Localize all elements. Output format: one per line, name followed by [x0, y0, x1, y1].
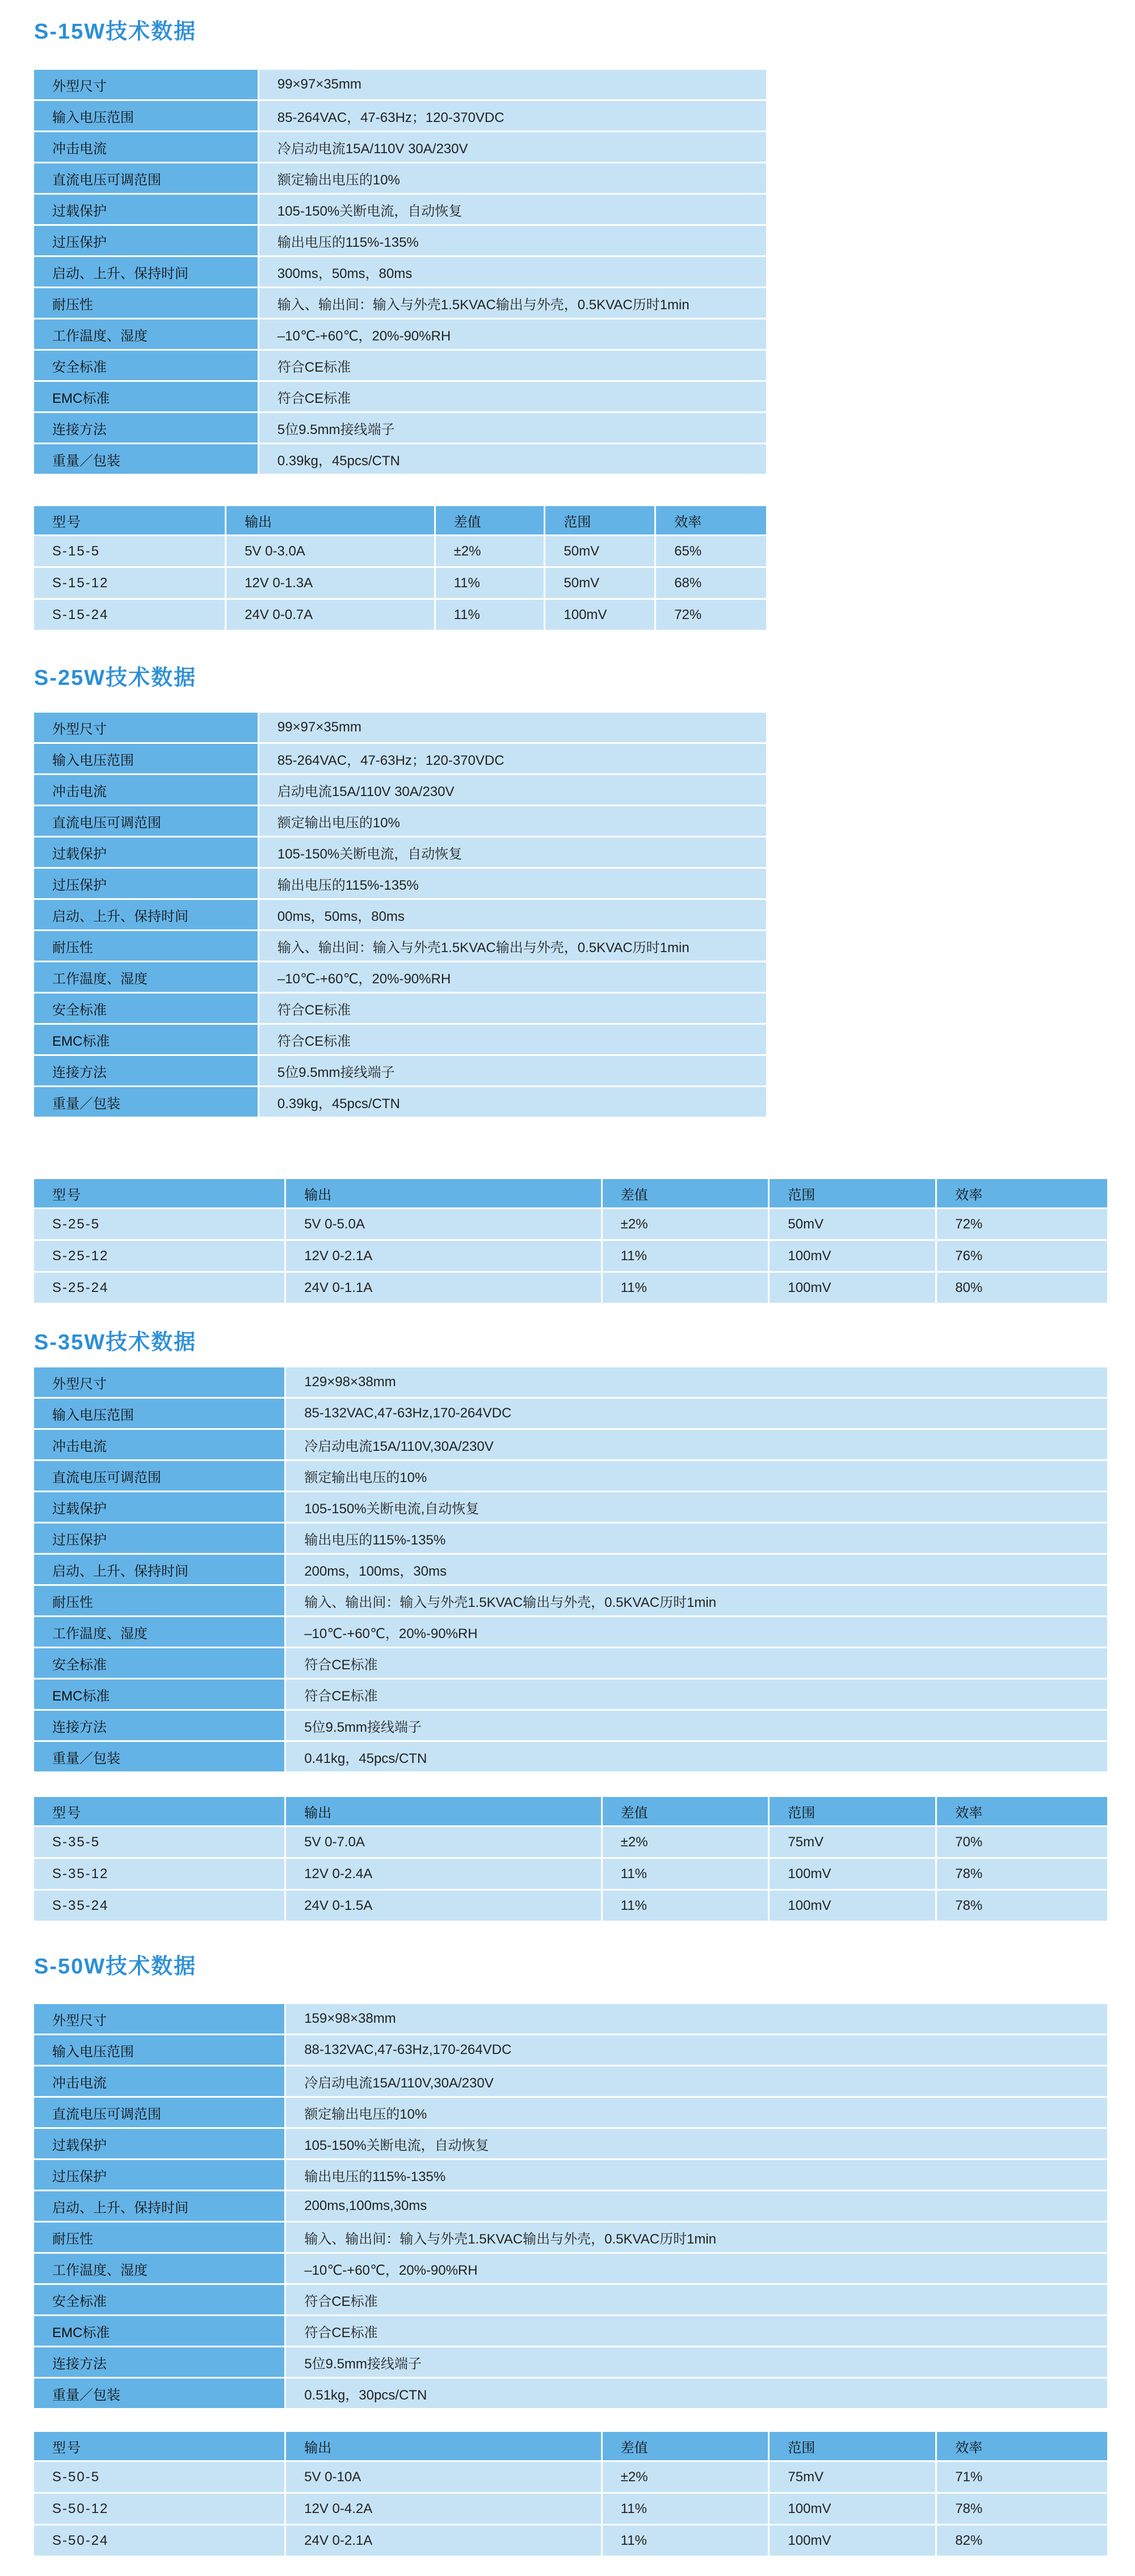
spec-key: EMC标准: [34, 1024, 258, 1055]
model-cell: S-15-5: [34, 536, 226, 567]
section-title: S-50W技术数据: [34, 1955, 197, 1979]
spec-value: 符合CE标准: [285, 2316, 1108, 2347]
tolerance-cell: 11%: [602, 1858, 769, 1890]
spec-row: [34, 837, 767, 868]
spec-value: –10℃-+60℃，20%-90%RH: [285, 1617, 1108, 1648]
spec-row: [34, 1460, 1108, 1492]
spec-row: [34, 1648, 1108, 1679]
header-output: 输出: [285, 1797, 602, 1826]
spec-key: 直流电压可调范围: [34, 806, 258, 837]
spec-table: [34, 2004, 1109, 2410]
spec-value: 符合CE标准: [285, 1648, 1108, 1679]
spec-key: 过载保护: [34, 194, 258, 225]
spec-key: 过压保护: [34, 868, 258, 899]
spec-value: 冷启动电流15A/110V,30A/230V: [285, 1429, 1108, 1460]
spec-value: 输出电压的115%-135%: [285, 2160, 1108, 2191]
spec-value: 符合CE标准: [258, 1024, 767, 1055]
spec-value: 输入、输出间：输入与外壳1.5KVAC输出与外壳，0.5KVAC历时1min: [285, 1585, 1108, 1617]
spec-row: [34, 806, 767, 837]
model-cell: S-15-12: [34, 567, 226, 599]
spec-key: 连接方法: [34, 1710, 285, 1741]
section-title: S-15W技术数据: [34, 20, 197, 44]
output-cell: 5V 0-5.0A: [285, 1209, 602, 1240]
spec-row: [34, 2284, 1108, 2316]
spec-key: 过载保护: [34, 2128, 285, 2160]
header-output: 输出: [285, 2432, 602, 2461]
range-cell: 100mV: [545, 599, 655, 631]
efficiency-cell: 78%: [936, 2493, 1108, 2525]
spec-value: 105-150%关断电流，自动恢复: [258, 837, 767, 868]
spec-value: 200ms，100ms，30ms: [285, 1554, 1108, 1585]
spec-row: [34, 743, 767, 775]
spec-key: 安全标准: [34, 993, 258, 1024]
model-cell: S-50-12: [34, 2493, 285, 2525]
spec-value: 159×98×38mm: [285, 2004, 1108, 2035]
section-title: S-25W技术数据: [34, 666, 197, 690]
model-cell: S-35-12: [34, 1858, 285, 1890]
header-tolerance: 差值: [602, 1179, 769, 1209]
tolerance-cell: 11%: [602, 2493, 769, 2525]
model-row: [34, 1890, 1108, 1922]
model-row: [34, 1826, 1108, 1858]
spec-row: [34, 350, 767, 381]
spec-row: [34, 413, 767, 444]
spec-key: 输入电压范围: [34, 1398, 285, 1429]
range-cell: 50mV: [545, 536, 655, 567]
spec-key: 耐压性: [34, 288, 258, 319]
spec-table: [34, 1367, 1109, 1773]
spec-value: 输入、输出间：输入与外壳1.5KVAC输出与外壳，0.5KVAC历时1min: [258, 931, 767, 962]
range-cell: 50mV: [545, 567, 655, 599]
spec-value: 额定输出电压的10%: [285, 2097, 1108, 2128]
spec-value: 额定输出电压的10%: [258, 163, 767, 194]
spec-row: [34, 100, 767, 132]
spec-key: 耐压性: [34, 931, 258, 962]
header-tolerance: 差值: [602, 1797, 769, 1826]
spec-key: 过载保护: [34, 837, 258, 868]
spec-value: 105-150%关断电流,自动恢复: [285, 1492, 1108, 1523]
spec-key: 输入电压范围: [34, 100, 258, 132]
spec-key: EMC标准: [34, 2316, 285, 2347]
spec-key: 外型尺寸: [34, 2004, 285, 2035]
header-model: 型号: [34, 1179, 285, 1209]
spec-key: 启动、上升、保持时间: [34, 899, 258, 931]
header-model: 型号: [34, 506, 226, 536]
spec-row: [34, 1679, 1108, 1710]
spec-row: [34, 775, 767, 806]
spec-row: [34, 2347, 1108, 2378]
model-row: [34, 1209, 1108, 1240]
range-cell: 75mV: [769, 1826, 936, 1858]
output-cell: 24V 0-0.7A: [226, 599, 435, 631]
spec-value: 5位9.5mm接线端子: [258, 413, 767, 444]
spec-row: [34, 993, 767, 1024]
efficiency-cell: 65%: [655, 536, 767, 567]
spec-key: 启动、上升、保持时间: [34, 2191, 285, 2222]
spec-value: 输入、输出间：输入与外壳1.5KVAC输出与外壳，0.5KVAC历时1min: [258, 288, 767, 319]
spec-key: 重量／包装: [34, 1087, 258, 1118]
tolerance-cell: 11%: [602, 1240, 769, 1272]
spec-value: 冷启动电流15A/110V,30A/230V: [285, 2066, 1108, 2097]
model-row: [34, 599, 767, 631]
efficiency-cell: 76%: [936, 1240, 1108, 1272]
range-cell: 75mV: [769, 2461, 936, 2493]
model-header-row: [34, 1179, 1108, 1209]
model-table: [34, 1797, 1109, 1922]
spec-value: –10℃-+60℃，20%-90%RH: [258, 962, 767, 993]
spec-value: 105-150%关断电流，自动恢复: [258, 194, 767, 225]
spec-value: 0.39kg，45pcs/CTN: [258, 444, 767, 475]
range-cell: 50mV: [769, 1209, 936, 1240]
spec-key: 耐压性: [34, 1585, 285, 1617]
spec-key: 工作温度、湿度: [34, 319, 258, 350]
spec-row: [34, 2222, 1108, 2253]
spec-key: 直流电压可调范围: [34, 1460, 285, 1492]
model-row: [34, 2525, 1108, 2557]
spec-row: [34, 1024, 767, 1055]
efficiency-cell: 71%: [936, 2461, 1108, 2493]
spec-key: 冲击电流: [34, 132, 258, 163]
range-cell: 100mV: [769, 2525, 936, 2557]
spec-row: [34, 713, 767, 743]
spec-key: EMC标准: [34, 381, 258, 413]
spec-key: EMC标准: [34, 1679, 285, 1710]
spec-key: 重量／包装: [34, 2378, 285, 2409]
spec-row: [34, 1492, 1108, 1523]
output-cell: 24V 0-2.1A: [285, 2525, 602, 2557]
spec-key: 连接方法: [34, 1055, 258, 1087]
spec-row: [34, 962, 767, 993]
spec-row: [34, 1523, 1108, 1554]
spec-value: 额定输出电压的10%: [285, 1460, 1108, 1492]
model-cell: S-50-5: [34, 2461, 285, 2493]
spec-key: 连接方法: [34, 2347, 285, 2378]
spec-value: 符合CE标准: [258, 350, 767, 381]
header-range: 范围: [769, 1797, 936, 1826]
spec-key: 过载保护: [34, 1492, 285, 1523]
efficiency-cell: 78%: [936, 1890, 1108, 1922]
model-cell: S-15-24: [34, 599, 226, 631]
spec-key: 重量／包装: [34, 1741, 285, 1773]
spec-key: 输入电压范围: [34, 743, 258, 775]
model-table: [34, 506, 768, 632]
spec-row: [34, 1398, 1108, 1429]
header-tolerance: 差值: [435, 506, 545, 536]
spec-row: [34, 2253, 1108, 2284]
output-cell: 12V 0-2.1A: [285, 1240, 602, 1272]
spec-row: [34, 1554, 1108, 1585]
header-tolerance: 差值: [602, 2432, 769, 2461]
output-cell: 5V 0-10A: [285, 2461, 602, 2493]
header-efficiency: 效率: [936, 1797, 1108, 1826]
spec-row: [34, 931, 767, 962]
spec-key: 冲击电流: [34, 2066, 285, 2097]
tolerance-cell: 11%: [602, 1272, 769, 1304]
spec-row: [34, 2316, 1108, 2347]
model-cell: S-25-24: [34, 1272, 285, 1304]
efficiency-cell: 72%: [655, 599, 767, 631]
spec-value: 5位9.5mm接线端子: [285, 2347, 1108, 2378]
spec-value: 0.41kg，45pcs/CTN: [285, 1741, 1108, 1773]
spec-key: 冲击电流: [34, 775, 258, 806]
model-cell: S-35-24: [34, 1890, 285, 1922]
spec-value: 5位9.5mm接线端子: [258, 1055, 767, 1087]
spec-row: [34, 2128, 1108, 2160]
model-cell: S-25-5: [34, 1209, 285, 1240]
spec-value: 99×97×35mm: [258, 713, 767, 743]
spec-key: 启动、上升、保持时间: [34, 256, 258, 288]
spec-value: 99×97×35mm: [258, 70, 767, 100]
spec-value: 符合CE标准: [258, 993, 767, 1024]
spec-value: 0.51kg，30pcs/CTN: [285, 2378, 1108, 2409]
model-row: [34, 1240, 1108, 1272]
output-cell: 12V 0-1.3A: [226, 567, 435, 599]
spec-row: [34, 2097, 1108, 2128]
spec-row: [34, 1617, 1108, 1648]
spec-key: 安全标准: [34, 1648, 285, 1679]
spec-key: 外型尺寸: [34, 70, 258, 100]
spec-row: [34, 899, 767, 931]
spec-key: 直流电压可调范围: [34, 163, 258, 194]
spec-key: 过压保护: [34, 2160, 285, 2191]
spec-row: [34, 2004, 1108, 2035]
model-row: [34, 2461, 1108, 2493]
model-cell: S-35-5: [34, 1826, 285, 1858]
spec-row: [34, 2066, 1108, 2097]
spec-key: 外型尺寸: [34, 713, 258, 743]
spec-key: 外型尺寸: [34, 1367, 285, 1398]
spec-row: [34, 288, 767, 319]
spec-key: 安全标准: [34, 350, 258, 381]
spec-value: 冷启动电流15A/110V 30A/230V: [258, 132, 767, 163]
efficiency-cell: 70%: [936, 1826, 1108, 1858]
spec-row: [34, 1087, 767, 1118]
model-cell: S-25-12: [34, 1240, 285, 1272]
spec-row: [34, 256, 767, 288]
model-header-row: [34, 1797, 1108, 1826]
model-row: [34, 1858, 1108, 1890]
efficiency-cell: 68%: [655, 567, 767, 599]
spec-value: 300ms，50ms，80ms: [258, 256, 767, 288]
model-row: [34, 567, 767, 599]
model-header-row: [34, 506, 767, 536]
output-cell: 5V 0-7.0A: [285, 1826, 602, 1858]
spec-row: [34, 2378, 1108, 2409]
spec-row: [34, 444, 767, 475]
spec-value: 符合CE标准: [285, 1679, 1108, 1710]
spec-key: 直流电压可调范围: [34, 2097, 285, 2128]
output-cell: 12V 0-2.4A: [285, 1858, 602, 1890]
tolerance-cell: 11%: [435, 567, 545, 599]
tolerance-cell: ±2%: [435, 536, 545, 567]
spec-row: [34, 1585, 1108, 1617]
range-cell: 100mV: [769, 1240, 936, 1272]
header-output: 输出: [285, 1179, 602, 1209]
header-model: 型号: [34, 2432, 285, 2461]
header-range: 范围: [769, 2432, 936, 2461]
spec-value: –10℃-+60℃，20%-90%RH: [258, 319, 767, 350]
spec-key: 工作温度、湿度: [34, 2253, 285, 2284]
tolerance-cell: ±2%: [602, 2461, 769, 2493]
spec-table: [34, 713, 768, 1118]
spec-value: 129×98×38mm: [285, 1367, 1108, 1398]
output-cell: 24V 0-1.1A: [285, 1272, 602, 1304]
spec-row: [34, 2035, 1108, 2066]
spec-row: [34, 163, 767, 194]
spec-value: 200ms,100ms,30ms: [285, 2191, 1108, 2222]
spec-value: –10℃-+60℃，20%-90%RH: [285, 2253, 1108, 2284]
spec-row: [34, 70, 767, 100]
efficiency-cell: 78%: [936, 1858, 1108, 1890]
range-cell: 100mV: [769, 1890, 936, 1922]
spec-key: 启动、上升、保持时间: [34, 1554, 285, 1585]
spec-value: 输出电压的115%-135%: [258, 225, 767, 256]
header-efficiency: 效率: [936, 1179, 1108, 1209]
spec-row: [34, 1741, 1108, 1773]
tolerance-cell: ±2%: [602, 1209, 769, 1240]
spec-row: [34, 868, 767, 899]
spec-key: 安全标准: [34, 2284, 285, 2316]
spec-value: 105-150%关断电流，自动恢复: [285, 2128, 1108, 2160]
spec-row: [34, 319, 767, 350]
spec-row: [34, 132, 767, 163]
spec-value: 启动电流15A/110V 30A/230V: [258, 775, 767, 806]
spec-key: 过压保护: [34, 1523, 285, 1554]
model-row: [34, 1272, 1108, 1304]
spec-row: [34, 1710, 1108, 1741]
efficiency-cell: 72%: [936, 1209, 1108, 1240]
model-cell: S-50-24: [34, 2525, 285, 2557]
header-range: 范围: [545, 506, 655, 536]
spec-table: [34, 70, 768, 475]
output-cell: 5V 0-3.0A: [226, 536, 435, 567]
spec-value: 85-264VAC，47-63Hz；120-370VDC: [258, 100, 767, 132]
spec-value: 输入、输出间：输入与外壳1.5KVAC输出与外壳，0.5KVAC历时1min: [285, 2222, 1108, 2253]
spec-key: 耐压性: [34, 2222, 285, 2253]
spec-key: 输入电压范围: [34, 2035, 285, 2066]
section-title: S-35W技术数据: [34, 1331, 197, 1354]
spec-value: 输出电压的115%-135%: [258, 868, 767, 899]
output-cell: 24V 0-1.5A: [285, 1890, 602, 1922]
efficiency-cell: 80%: [936, 1272, 1108, 1304]
spec-key: 工作温度、湿度: [34, 962, 258, 993]
model-header-row: [34, 2432, 1108, 2461]
model-row: [34, 2493, 1108, 2525]
range-cell: 100mV: [769, 1272, 936, 1304]
header-model: 型号: [34, 1797, 285, 1826]
spec-row: [34, 1429, 1108, 1460]
spec-value: 0.39kg，45pcs/CTN: [258, 1087, 767, 1118]
header-range: 范围: [769, 1179, 936, 1209]
header-efficiency: 效率: [936, 2432, 1108, 2461]
tolerance-cell: 11%: [602, 2525, 769, 2557]
tolerance-cell: 11%: [435, 599, 545, 631]
spec-row: [34, 2160, 1108, 2191]
spec-key: 工作温度、湿度: [34, 1617, 285, 1648]
model-row: [34, 536, 767, 567]
spec-value: 5位9.5mm接线端子: [285, 1710, 1108, 1741]
output-cell: 12V 0-4.2A: [285, 2493, 602, 2525]
spec-row: [34, 225, 767, 256]
spec-row: [34, 1367, 1108, 1398]
spec-value: 88-132VAC,47-63Hz,170-264VDC: [285, 2035, 1108, 2066]
spec-row: [34, 1055, 767, 1087]
spec-value: 额定输出电压的10%: [258, 806, 767, 837]
spec-key: 重量／包装: [34, 444, 258, 475]
range-cell: 100mV: [769, 2493, 936, 2525]
spec-value: 符合CE标准: [258, 381, 767, 413]
tolerance-cell: ±2%: [602, 1826, 769, 1858]
spec-value: 符合CE标准: [285, 2284, 1108, 2316]
spec-key: 过压保护: [34, 225, 258, 256]
spec-value: 00ms，50ms，80ms: [258, 899, 767, 931]
spec-key: 连接方法: [34, 413, 258, 444]
model-table: [34, 2432, 1109, 2557]
spec-value: 85-132VAC,47-63Hz,170-264VDC: [285, 1398, 1108, 1429]
spec-row: [34, 381, 767, 413]
header-output: 输出: [226, 506, 435, 536]
spec-value: 输出电压的115%-135%: [285, 1523, 1108, 1554]
spec-row: [34, 194, 767, 225]
range-cell: 100mV: [769, 1858, 936, 1890]
spec-value: 85-264VAC，47-63Hz；120-370VDC: [258, 743, 767, 775]
tolerance-cell: 11%: [602, 1890, 769, 1922]
model-table: [34, 1179, 1109, 1304]
spec-key: 冲击电流: [34, 1429, 285, 1460]
spec-row: [34, 2191, 1108, 2222]
header-efficiency: 效率: [655, 506, 767, 536]
efficiency-cell: 82%: [936, 2525, 1108, 2557]
